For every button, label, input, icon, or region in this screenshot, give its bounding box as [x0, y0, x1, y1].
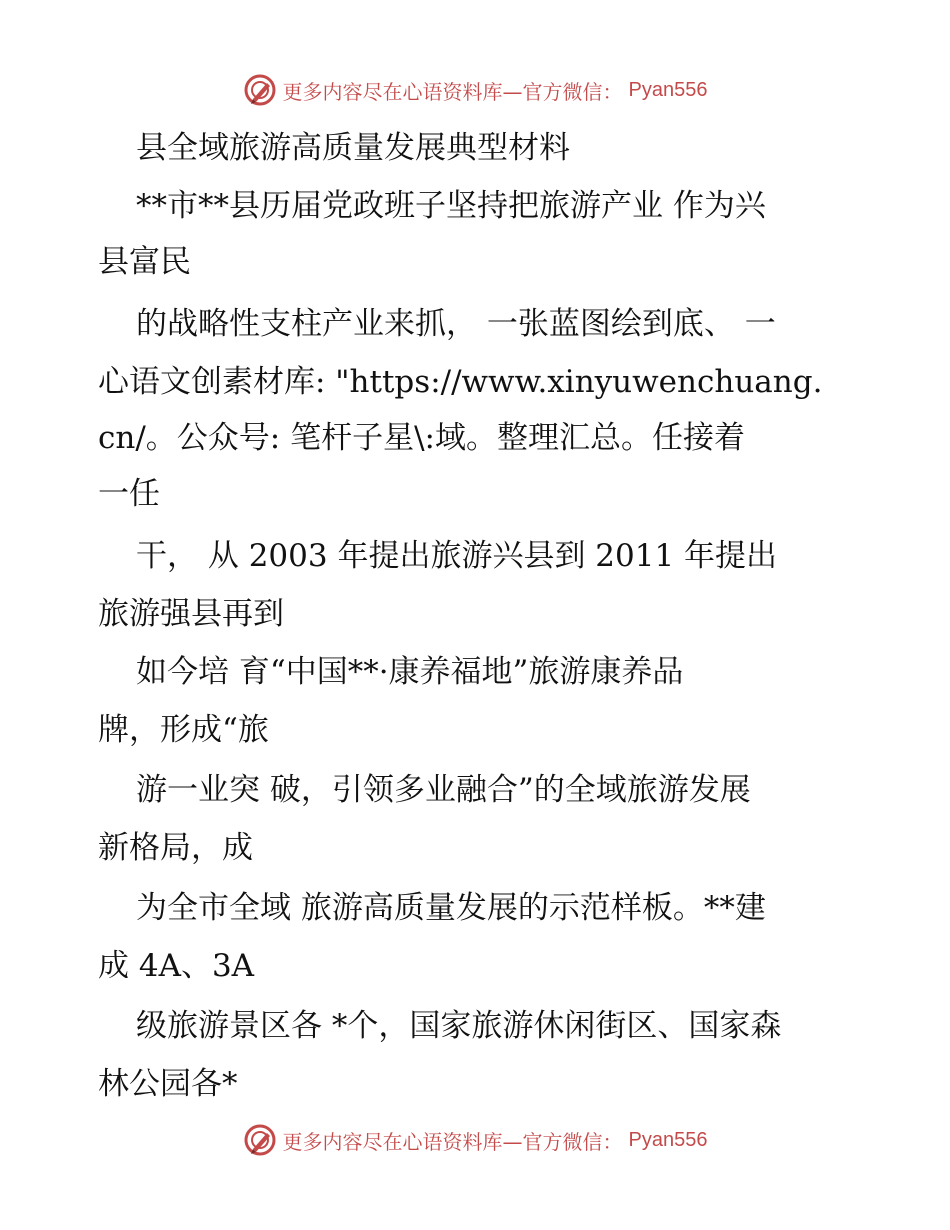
doc-line: **市**县历届党政班子坚持把旅游产业 作为兴: [136, 188, 766, 224]
doc-line: 县富民: [98, 244, 191, 280]
doc-line: 成 4A、3A: [98, 948, 255, 984]
doc-line: 心语文创素材库: "https://www.xinyuwenchuang.: [98, 364, 823, 400]
doc-title: 县全域旅游高质量发展典型材料: [136, 130, 570, 166]
doc-line: 一任: [98, 476, 160, 512]
pen-logo-icon: [243, 73, 277, 107]
watermark-group: [243, 73, 708, 107]
doc-line: 为全市全域 旅游高质量发展的示范样板。**建: [136, 890, 766, 926]
doc-line: cn/。公众号: 笔杆子星\:域。整理汇总。任接着: [98, 420, 745, 456]
doc-line: 林公园各*: [98, 1066, 238, 1102]
watermark-group: [243, 1123, 708, 1157]
watermark-text: 更多内容尽在心语资料库—官方微信：: [282, 1129, 623, 1154]
pen-logo-icon: [243, 1123, 277, 1157]
doc-line: 牌，形成“旅: [98, 712, 269, 748]
doc-line: 如今培 育“中国**·康养福地”旅游康养品: [136, 654, 684, 690]
doc-line: 的战略性支柱产业来抓， 一张蓝图绘到底、 一: [136, 306, 776, 342]
footer-watermark: [0, 1122, 950, 1158]
watermark-contact: Pyan556: [628, 78, 708, 101]
doc-line: 旅游强县再到: [98, 596, 284, 632]
header-watermark: [0, 72, 950, 108]
doc-line: 级旅游景区各 *个，国家旅游休闲街区、国家森: [136, 1008, 782, 1044]
doc-line: 干， 从 2003 年提出旅游兴县到 2011 年提出: [136, 538, 778, 574]
watermark-contact: Pyan556: [628, 1128, 708, 1151]
watermark-text: 更多内容尽在心语资料库—官方微信：: [282, 79, 623, 104]
doc-line: 游一业突 破，引领多业融合”的全域旅游发展: [136, 772, 751, 808]
doc-line: 新格局，成: [98, 830, 253, 866]
